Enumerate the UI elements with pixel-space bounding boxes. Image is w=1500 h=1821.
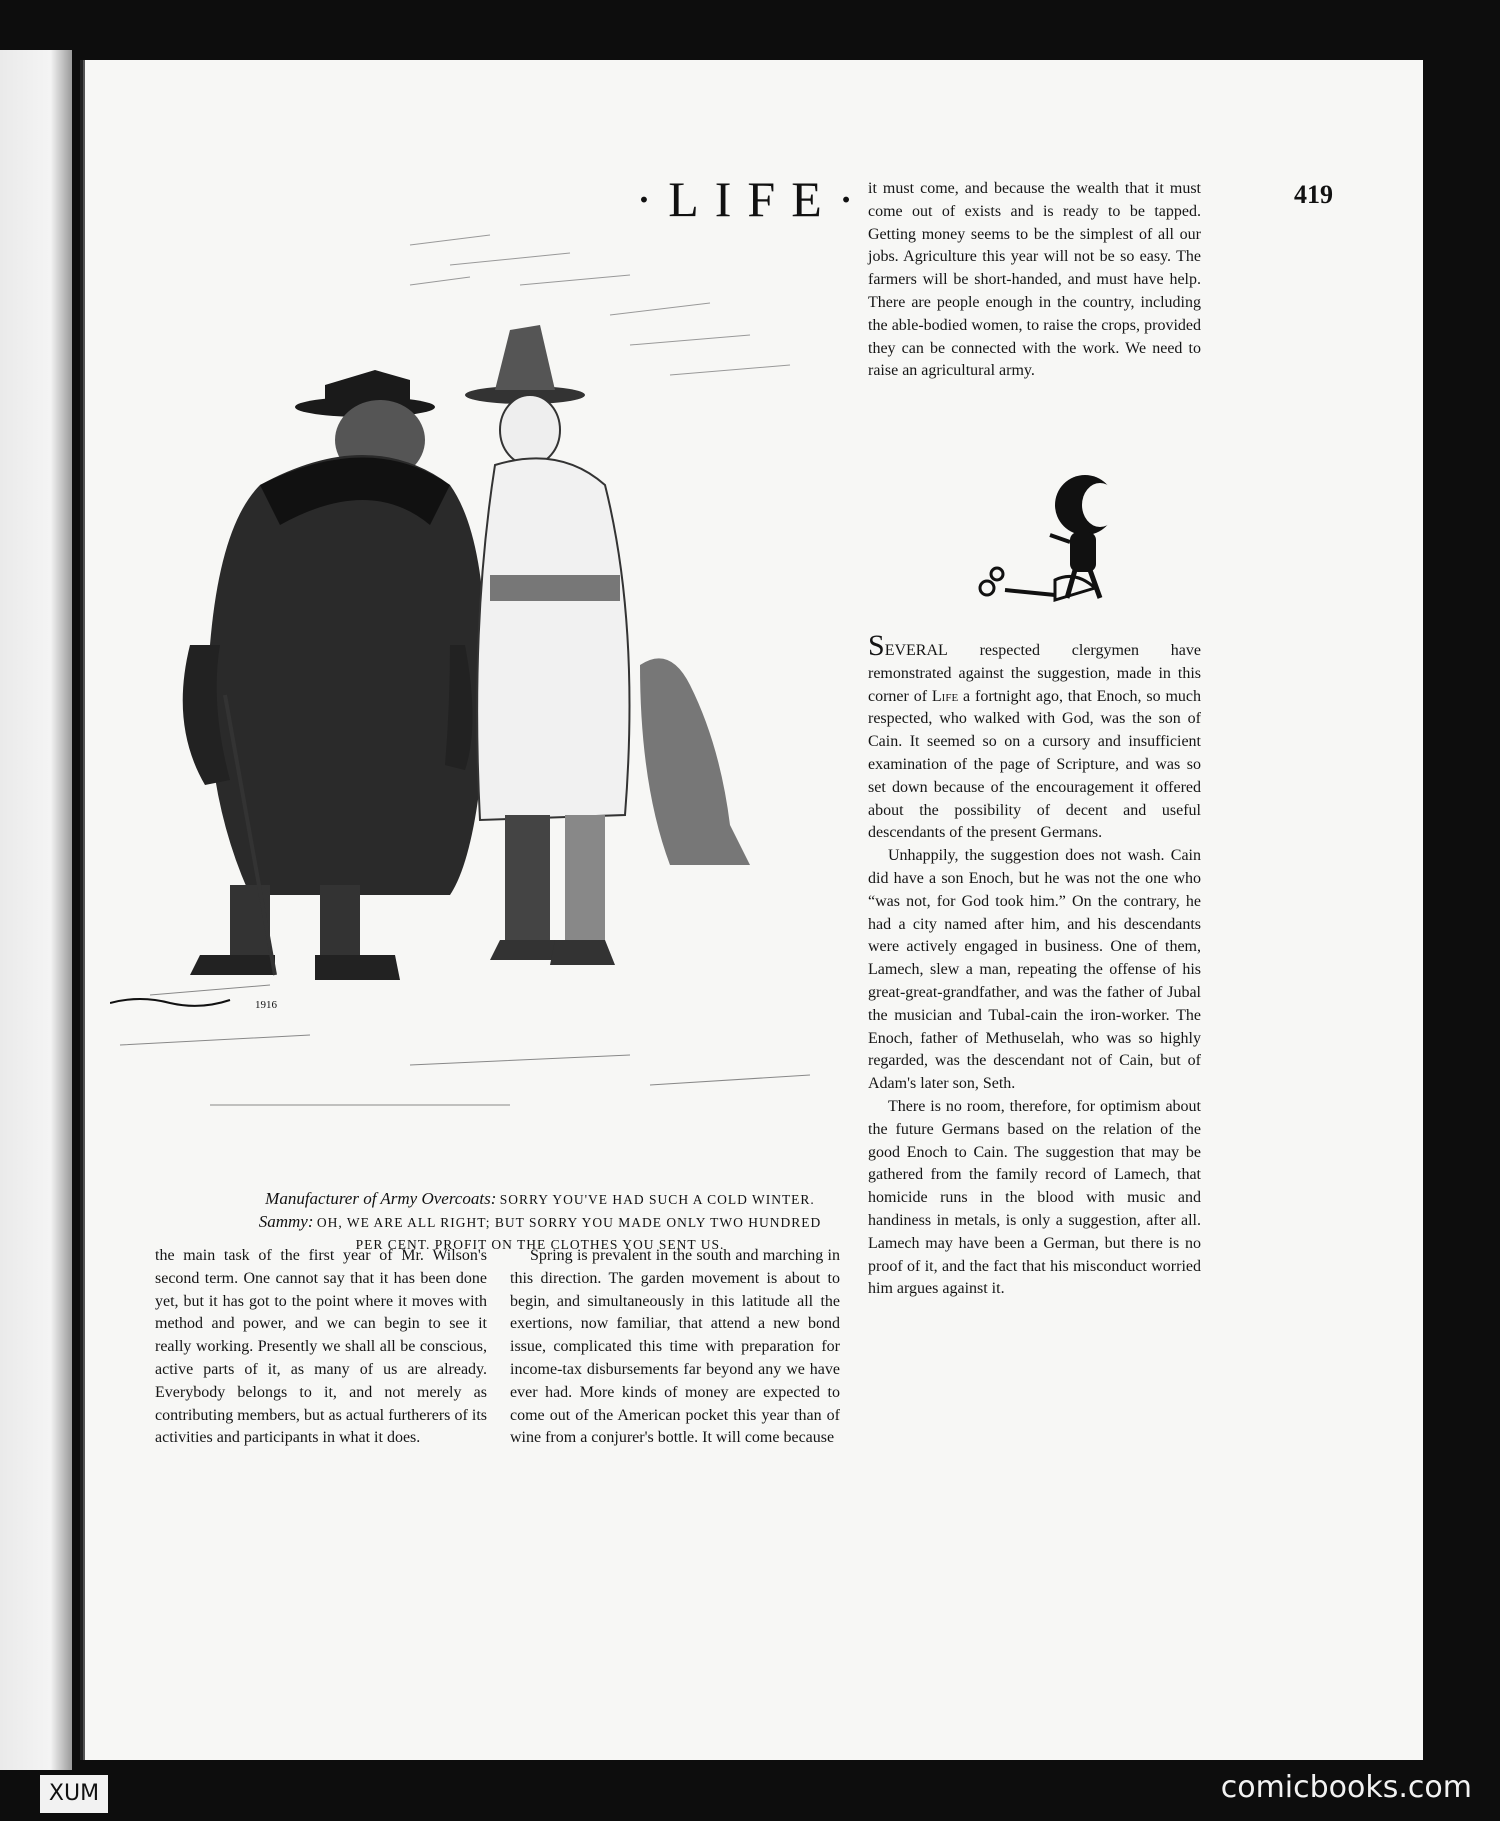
page-number: 419 — [1294, 180, 1333, 209]
shouting-child-illustration — [975, 470, 1155, 620]
background-bush — [640, 658, 750, 865]
text-column-bottom-middle — [510, 1245, 840, 1450]
caption-speech-sammy-continued: PER CENT. PROFIT ON THE CLOTHES YOU SENT US. — [355, 1237, 725, 1252]
left-page-edge — [0, 50, 72, 1770]
artist-signature: 1916 — [255, 999, 277, 1011]
footer-site-watermark: comicbooks.com — [1220, 1770, 1472, 1805]
text-column-bottom-left — [155, 1245, 487, 1450]
artist-signature-scrawl — [110, 999, 230, 1006]
paragraph-text-a: respected clergymen have remonstrated against the suggestion, made in this corner of — [868, 642, 1201, 705]
paragraph: it must come, and because the wealth that it must come out of exists and is ready to be tapped. Getting money seems to be the simplest of all our jobs. Agriculture this year will not be so easy. The farmers will be short-handed, and must have help. There are people enough in the country, including the able-bodied women, to raise the crops, provided they can be connected with the work. We need to raise an agricultural army. — [868, 180, 1201, 380]
masthead-title: ·LIFE· — [635, 171, 871, 227]
paragraph: the main task of the first year of Mr. Wilson's second term. One cannot say that it has been done yet, but it has got to the point where it moves with method and power, and we can begin to see it really working. Presently we shall all be conscious, active parts of it, as many of us are already. Everybody belongs to it, and not merely as contributing members, but as actual furtherers of its activities and participants in what it does. — [155, 1247, 487, 1447]
paragraph-no-room: There is no room, therefore, for optimism about the future Germans based on the relation of the good Enoch to Cain. The suggestion that may be gathered from the family record of Lamech, that homicide runs in the blood with music and handiness in metals, is only a suggestion, after all. Lamech may have been a German, but there is no proof of it, and the fact that his misconduct worried him argues against it. — [868, 1097, 1201, 1298]
paragraph-unhappily: Unhappily, the suggestion does not wash. Cain did have a son Enoch, but he was not the one who “was not, for God took him.” On the contrary, he had a city named after him, and his descendants were actively engaged in business. One of them, Lamech, slew a man, repeating the offense of his great-great-grandfather, and was the father of Jubal the musician and Tubal-cain the iron-worker. The Enoch, father of Methuselah, who was so highly regarded, was the descendant not of Cain, but of Adam's later son, Seth. — [868, 847, 1201, 1093]
paragraph-text-b: a fortnight ago, that Enoch, so much respected, who walked with God, was the son of Cain. It seemed so on a cursory and insufficient examination of the page of Scripture, and was so set down because of the encouragement it offered about the possibility of decent and useful descendants of the present Germans. — [868, 687, 1202, 842]
text-column-right-top — [868, 178, 1201, 383]
caption-speech-manufacturer: SORRY YOU'VE HAD SUCH A COLD WINTER. — [499, 1192, 815, 1207]
drop-cap: S — [868, 629, 885, 662]
footer-label: XUM — [40, 1775, 108, 1813]
caption-speaker-manufacturer: Manufacturer of Army Overcoats: — [265, 1189, 497, 1208]
text-column-right-bottom — [868, 629, 1202, 1301]
life-reference: Life — [931, 687, 959, 705]
soldier-figure — [465, 325, 630, 965]
sky-hatching — [410, 235, 790, 375]
fat-man-figure — [183, 370, 486, 980]
caption-speech-sammy: OH, WE ARE ALL RIGHT; BUT SORRY YOU MADE ONLY TWO HUNDRED — [316, 1215, 822, 1230]
paragraph-several — [868, 629, 1202, 845]
paragraph: Spring is prevalent in the south and marching in this direction. The garden movement is about to begin, and simultaneously in this latitude all the exertions, now familiar, that attend a new bond issue, complicated this time with preparation for income-tax disbursements far beyond any we have ever had. More kinds of money are expected to come out of the American pocket this year than of wine from a conjurer's bottle. It will come because — [510, 1247, 840, 1447]
caption-speaker-sammy: Sammy: — [258, 1212, 314, 1231]
cartoon-illustration — [110, 225, 940, 1170]
lead-word: EVERAL — [884, 642, 948, 659]
